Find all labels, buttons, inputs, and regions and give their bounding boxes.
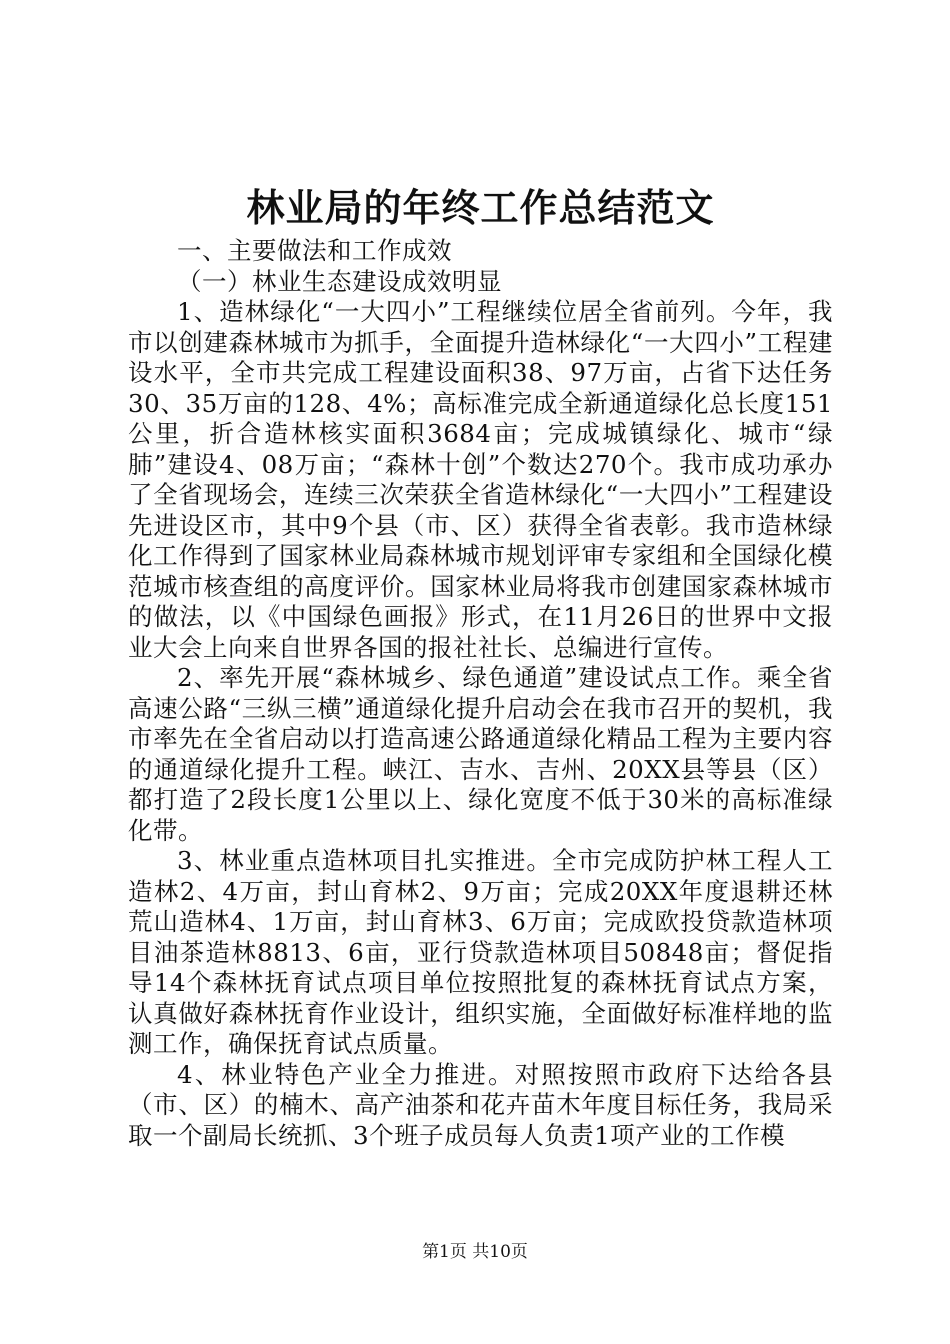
paragraph-key-projects: 3、林业重点造林项目扎实推进。全市完成防护林工程人工造林2、4万亩，封山育林2、9万亩；完成20XX年度退耕还林荒山造林4、1万亩，封山育林3、6万亩；完成欧投贷款造林项目油茶造林8813、6亩，亚行贷款造林项目50848亩；督促指导14个森林抚育试点项目单位按照批复的森林抚育试点方案，认真做好森林抚育作业设计，组织实施，全面做好标准样地的监测工作，确保抚育试点质量。 bbox=[128, 846, 833, 1058]
document-title: 林业局的年终工作总结范文 bbox=[246, 186, 715, 230]
paragraph-specialty-industry: 4、林业特色产业全力推进。对照按照市政府下达给各县（市、区）的楠木、高产油茶和花卉苗木年度目标任务，我局采取一个副局长统抓、3个班子成员每人负责1项产业的工作模 bbox=[128, 1059, 833, 1150]
paragraph-green-corridor: 2、率先开展“森林城乡、绿色通道”建设试点工作。乘全省高速公路“三纵三横”通道绿化提升启动会在我市召开的契机，我市率先在全省启动以打造高速公路通道绿化精品工程为主要内容的通道绿化提升工程。峡江、吉水、吉州、20XX县等县（区）都打造了2段长度1公里以上、绿化宽度不低于30米的高标准绿化带。 bbox=[128, 663, 833, 845]
page-number-footer: 第1页 共10页 bbox=[422, 1242, 528, 1262]
document-body bbox=[128, 236, 833, 1151]
subsection-heading: （一）林业生态建设成效明显 bbox=[177, 266, 502, 296]
document-page bbox=[128, 0, 833, 1344]
section-heading: 一、主要做法和工作成效 bbox=[177, 236, 452, 265]
paragraph-afforestation: 1、造林绿化“一大四小”工程继续位居全省前列。今年，我市以创建森林城市为抓手，全面提升造林绿化“一大四小”工程建设水平，全市共完成工程建设面积38、97万亩，占省下达任务30、35万亩的128、4%；高标准完成全新通道绿化总长度151公里，折合造林核实面积3684亩；完成城镇绿化、城市“绿肺”建设4、08万亩；“森林十创”个数达270个。我市成功承办了全省现场会，连续三次荣获全省造林绿化“一大四小”工程建设先进设区市，其中9个县（市、区）获得全省表彰。我市造林绿化工作得到了国家林业局森林城市规划评审专家组和全国绿化模范城市核查组的高度评价。国家林业局将我市创建国家森林城市的做法，以《中国绿色画报》形式，在11月26日的世界中文报业大会上向来自世界各国的报社社长、总编进行宣传。 bbox=[128, 297, 833, 662]
